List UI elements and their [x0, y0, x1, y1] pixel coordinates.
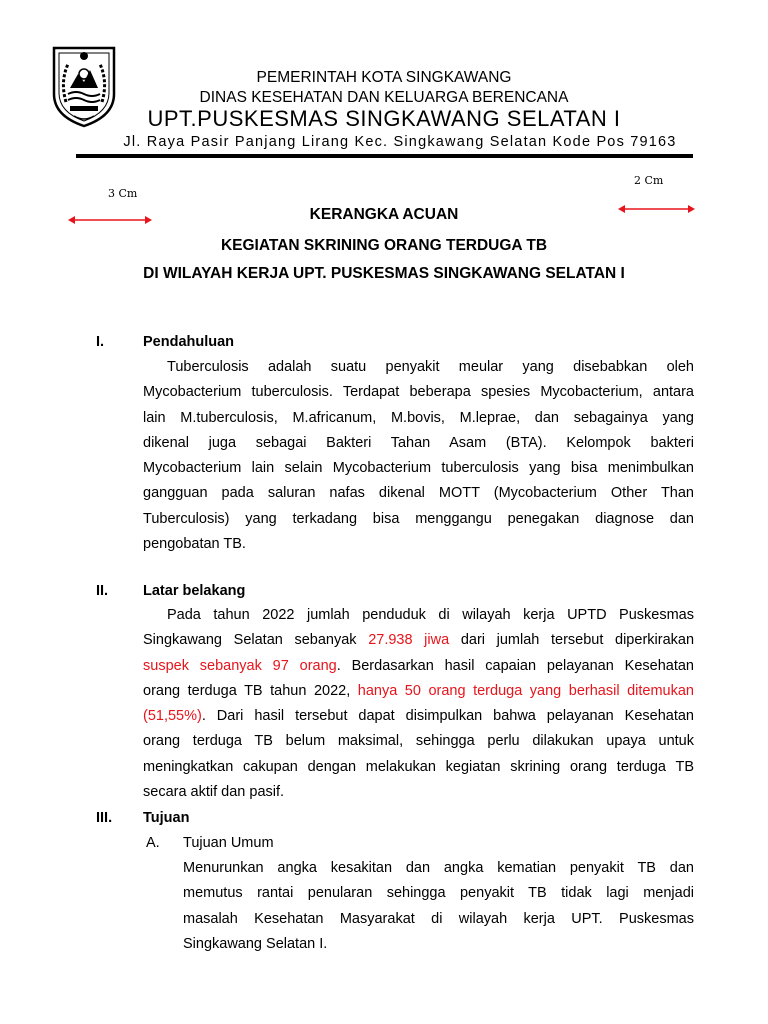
subsection-paragraph: [183, 856, 694, 957]
paragraph-line: orang terduga TB belum maksimal, sehingga perlu dilakukan upaya untuk: [143, 733, 694, 750]
text-run: orang terduga TB tahun 2022,: [143, 682, 358, 699]
section-number: II.: [96, 583, 109, 599]
section-title: Pendahuluan: [143, 334, 235, 350]
highlight-found-cases: hanya 50 orang terduga yang berhasil ditemukan: [357, 682, 694, 699]
letterhead-institution: UPT.PUSKESMAS SINGKAWANG SELATAN I: [147, 106, 621, 131]
document-title: KERANGKA ACUAN: [309, 206, 459, 223]
section-title: Tujuan: [143, 810, 190, 826]
document-subtitle-location: DI WILAYAH KERJA UPT. PUSKESMAS SINGKAWANG SELATAN I: [143, 265, 625, 282]
paragraph-line: secara aktif dan pasif.: [143, 784, 285, 801]
text-run: . Berdasarkan hasil capaian pelayanan Kesehatan: [336, 657, 694, 674]
highlight-population: 27.938 jiwa: [368, 632, 450, 649]
text-run: dari jumlah tersebut diperkirakan: [449, 632, 695, 649]
subsection-letter: A.: [146, 835, 160, 851]
document-subtitle: KEGIATAN SKRINING ORANG TERDUGA TB: [220, 237, 548, 254]
left-margin-note: 3 Cm: [108, 187, 138, 200]
paragraph-line: Tuberculosis adalah suatu penyakit meular yang disebabkan oleh: [167, 359, 694, 375]
section-number: I.: [96, 334, 105, 350]
paragraph-line: [143, 654, 694, 679]
highlight-percentage: (51,55%): [143, 708, 202, 725]
letterhead-agency: DINAS KESEHATAN DAN KELUARGA BERENCANA: [199, 89, 569, 106]
right-margin-note: 2 Cm: [634, 174, 664, 187]
text-run: Singkawang Selatan sebanyak: [143, 632, 369, 649]
paragraph-line: memutus rantai penularan sehingga penyakit TB tidak lagi menjadi: [183, 885, 694, 902]
paragraph-line: Pada tahun 2022 jumlah penduduk di wilayah kerja UPTD Puskesmas: [167, 607, 694, 623]
paragraph-line: Tuberculosis) yang terkadang bisa menggangu penegakan diagnose dan: [143, 510, 694, 527]
paragraph-line: [143, 704, 694, 729]
paragraph-line: dikenal juga sebagai Bakteri Tahan Asam (BTA). Kelompok bakteri: [143, 434, 694, 451]
letterhead-address: Jl. Raya Pasir Panjang Lirang Kec. Singkawang Selatan Kode Pos 79163: [123, 134, 677, 150]
paragraph-line: Singkawang Selatan I.: [183, 935, 328, 952]
paragraph-line: gangguan pada saluran nafas dikenal MOTT (Mycobacterium Other Than: [143, 485, 694, 502]
section-paragraph: [143, 603, 694, 805]
section-paragraph: [143, 355, 694, 557]
paragraph-line: meningkatkan cakupan dengan melakukan kegiatan skrining orang terduga TB: [143, 758, 694, 775]
paragraph-line: [143, 679, 694, 704]
letterhead-government: PEMERINTAH KOTA SINGKAWANG: [256, 69, 512, 86]
highlight-suspect-estimate: suspek sebanyak 97 orang: [143, 657, 337, 674]
paragraph-line: Menurunkan angka kesakitan dan angka kematian penyakit TB dan: [183, 860, 694, 876]
subsection-title: Tujuan Umum: [183, 835, 274, 851]
paragraph-line: masalah Kesehatan Masyarakat di wilayah kerja UPT. Puskesmas: [183, 910, 694, 927]
section-number: III.: [96, 810, 113, 826]
paragraph-line: [143, 628, 694, 653]
letterhead-divider: [76, 154, 693, 158]
section-title: Latar belakang: [143, 583, 246, 599]
paragraph-line: Mycobacterium lain selain Mycobacterium tuberculosis yang bisa menimbulkan: [143, 460, 694, 477]
paragraph-line: Mycobacterium tuberculosis. Terdapat beberapa spesies Mycobacterium, antara: [143, 384, 694, 401]
paragraph-line: lain M.tuberculosis, M.africanum, M.bovis, M.leprae, dan sebagainya yang: [143, 409, 694, 426]
text-run: . Dari hasil tersebut dapat disimpulkan bahwa pelayanan Kesehatan: [201, 708, 694, 725]
paragraph-line: pengobatan TB.: [143, 536, 246, 553]
